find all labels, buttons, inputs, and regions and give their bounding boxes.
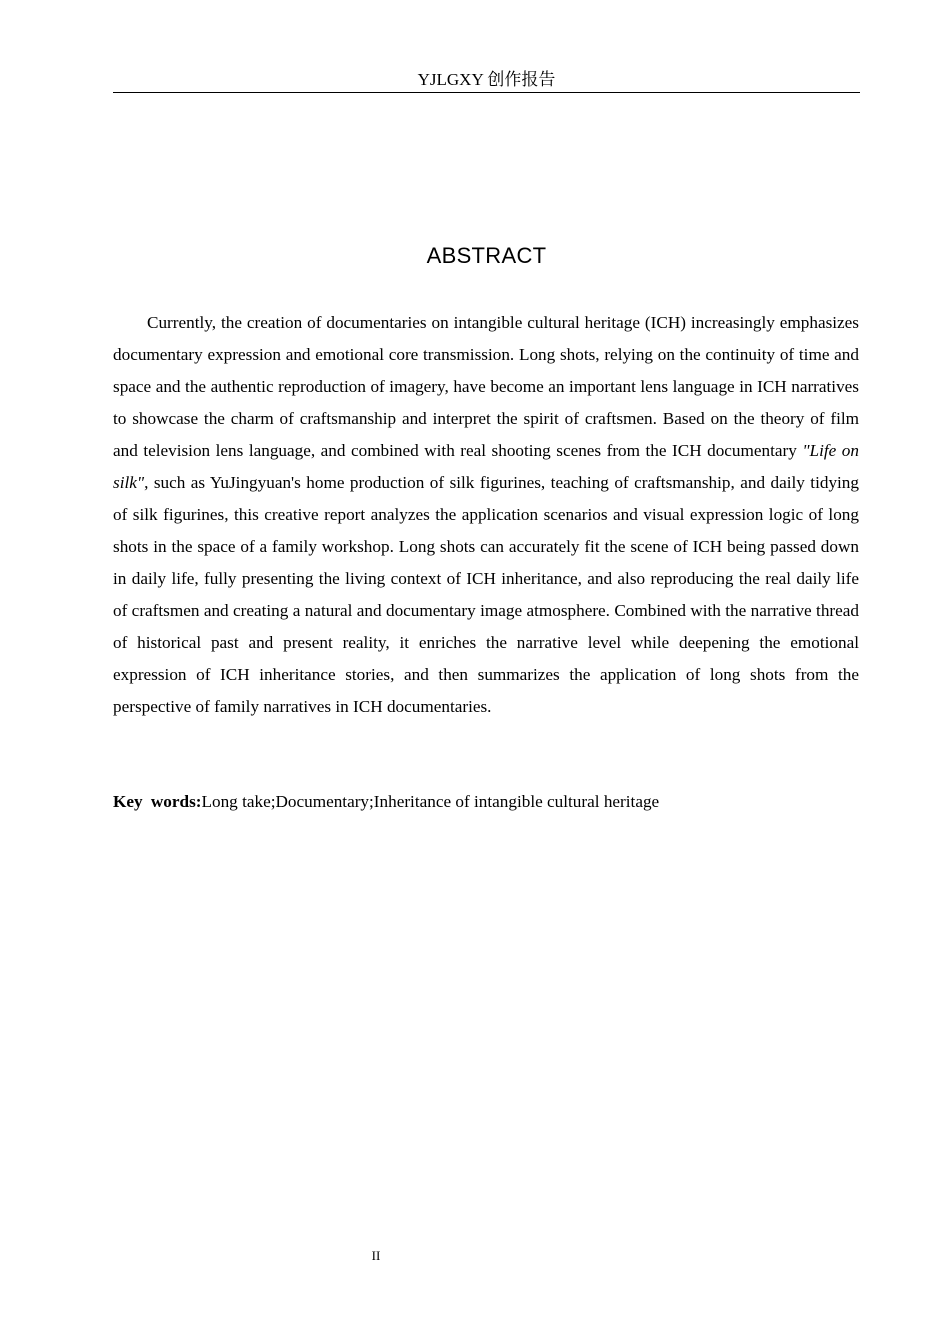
keywords-label: Key words: <box>113 792 202 811</box>
abstract-body <box>113 307 859 723</box>
documentary-title: "Life on silk" <box>113 441 859 492</box>
header-text: YJLGXY 创作报告 <box>417 70 556 89</box>
abstract-title: ABSTRACT <box>426 243 547 268</box>
abstract-text-part1: Currently, the creation of documentaries on intangible cultural heritage (ICH) increasingly emphasizes documentary expression and emotional core transmission. Long shots, relying on the continuity of time and space and the authentic reproduction of imagery, have become an important lens language in ICH narratives to showcase the charm of craftsmanship and interpret the spirit of craftsmen. Based on the theory of film and television lens language, and combined with real shooting scenes from the ICH documentary <box>113 313 859 460</box>
keywords-line <box>113 786 859 818</box>
abstract-text-part2: , such as YuJingyuan's home production of silk figurines, teaching of craftsmanship, and daily tidying of silk figurines, this creative report analyzes the application scenarios and visual expression logic of long shots in the space of a family workshop. Long shots can accurately fit the scene of ICH being passed down in daily life, fully presenting the living context of ICH inheritance, and also reproducing the real daily life of craftsmen and creating a natural and documentary image atmosphere. Combined with the narrative thread of historical past and present reality, it enriches the narrative level while deepening the emotional expression of ICH inheritance stories, and then summarizes the application of long shots from the perspective of family narratives in ICH documentaries. <box>113 473 859 716</box>
page-number: II <box>371 1248 381 1263</box>
page-header <box>113 68 860 93</box>
keywords-value: Long take;Documentary;Inheritance of intangible cultural heritage <box>201 792 660 811</box>
